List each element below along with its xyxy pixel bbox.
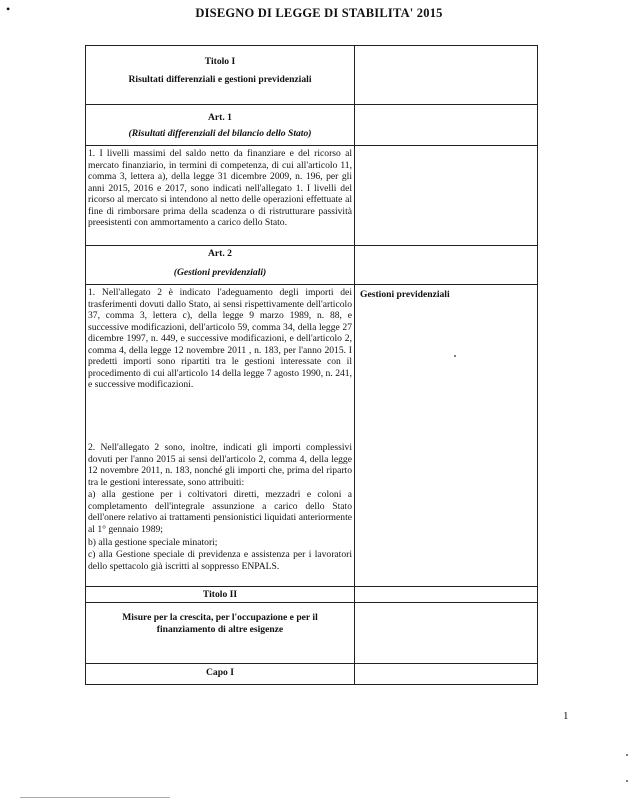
art-2-label: Art. 2 [208, 248, 232, 259]
art-2-item-c: c) alla Gestione speciale di previdenza e assistenza per i lavoratori dello spettacolo già iscritti al soppresso ENPALS. [88, 549, 352, 572]
art-1-body: 1. I livelli massimi del saldo netto da finanziare e del ricorso al mercato finanziario, in termini di competenza, di cui all'articolo 11, comma 3, lettera a), della legge 31 dicembre 2009, n. 196, per gli anni 2015, 2016 e 2017, sono indicati nell'allegato 1. I livelli del ricorso al mercato si intendono al netto delle operazioni effettuate al fine di rimborsare prima della scadenza o di ristrutturare passività preesistenti con ammortamento a carico dello Stato. [88, 148, 352, 228]
art-2-subtitle: (Gestioni previdenziali) [173, 267, 267, 278]
page-title: DISEGNO DI LEGGE DI STABILITA' 2015 [195, 6, 443, 20]
scan-speck [626, 754, 628, 756]
scan-speck [626, 780, 628, 782]
capo-1-label: Capo I [206, 667, 234, 678]
art-2-item-b: b) alla gestione speciale minatori; [88, 537, 218, 548]
column-divider [354, 46, 355, 684]
art-2-paragraph-1: 1. Nell'allegato 2 è indicato l'adeguamento degli importi dei trasferimenti dovuti dallo Stato, ai sensi rispettivamente dell'articolo 37, comma 3, lettera c), della legge 9 marzo 1989, n. 88, e successive modificazioni, dell'articolo 59, comma 34, della legge 27 dicembre 1997, n. 449, e successive modificazioni, e dell'articolo 2, comma 4, della legge 12 novembre 2011 , n. 183, per l'anno 2015. I predetti importi sono ripartiti tra le gestioni interessate con il procedimento di cui all'articolo 14 della legge 7 agosto 1990, n. 241, e successive modificazioni. [88, 287, 352, 390]
corner-mark: • [6, 2, 11, 16]
titolo-1-subtitle: Risultati differenziali e gestioni previdenziali [128, 74, 312, 85]
scan-edge-line [20, 797, 170, 798]
art-2-item-a: a) alla gestione per i coltivatori diretti, mezzadri e coloni a completamento dell'integrale assunzione a carico dello Stato dell'onere relativo ai trattamenti pensionistici liquidati anteriormente al 1° gennaio 1989; [88, 489, 352, 535]
side-note-gestioni: Gestioni previdenziali [360, 289, 450, 300]
row-divider [86, 104, 537, 105]
titolo-2-subtitle: Misure per la crescita, per l'occupazione e per il finanziamento di altre esigenze [122, 612, 318, 635]
law-table [85, 45, 538, 685]
art-1-label: Art. 1 [208, 112, 232, 123]
page-number: 1 [563, 710, 569, 722]
row-divider [86, 245, 537, 246]
titolo-2-label: Titolo II [202, 589, 238, 600]
art-1-subtitle: (Risultati differenziali del bilancio dello Stato) [128, 128, 312, 139]
titolo-1-label: Titolo I [204, 56, 236, 67]
art-2-paragraph-2: 2. Nell'allegato 2 sono, inoltre, indicati gli importi complessivi dovuti per l'anno 2015 ai sensi dell'articolo 2, comma 4, della legge 12 novembre 2011, n. 183, nonché gli importi che, prima del riparto tra le gestioni interessate, sono attribuiti: [88, 442, 352, 488]
scan-speck [454, 355, 456, 357]
row-divider [86, 663, 537, 664]
row-divider [86, 586, 537, 587]
row-divider [86, 602, 537, 603]
row-divider [86, 145, 537, 146]
row-divider [86, 284, 537, 285]
